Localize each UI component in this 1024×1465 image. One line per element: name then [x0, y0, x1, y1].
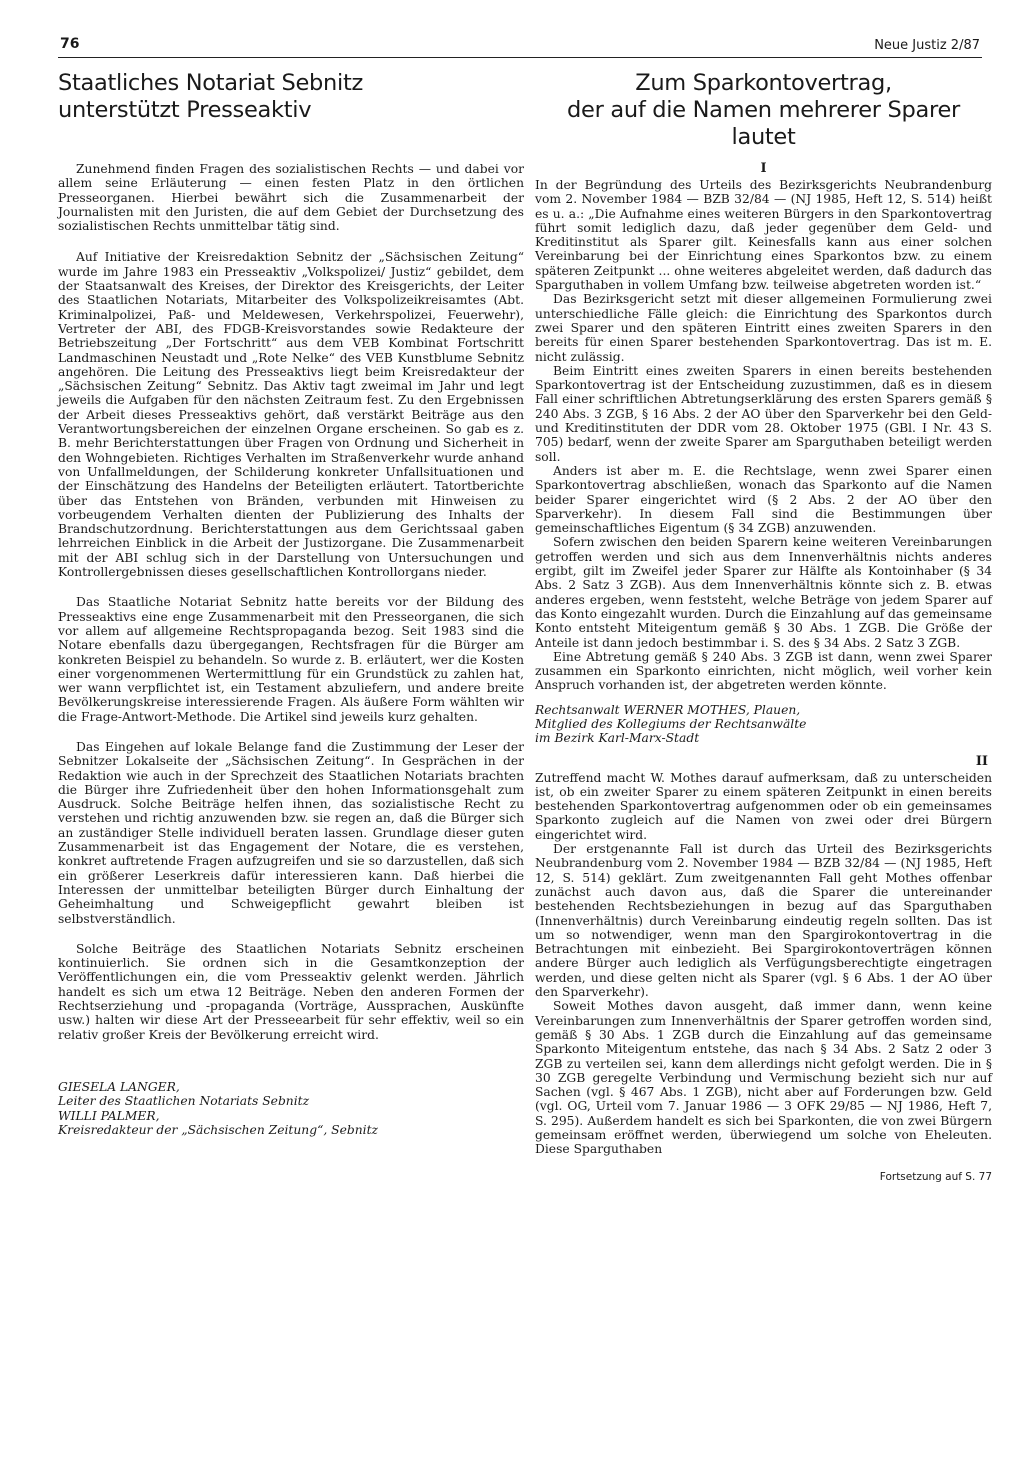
- right-column: [535, 58, 992, 1183]
- right-title-line1: Zum Sparkontovertrag,: [635, 70, 892, 96]
- signature-line: GIESELA LANGER,: [58, 1079, 180, 1094]
- signature-line: im Bezirk Karl-Marx-Stadt: [535, 731, 700, 746]
- right-article-title: [535, 70, 992, 151]
- right-paragraph: Eine Abtretung gemäß § 240 Abs. 3 ZGB ist dann, wenn zwei Sparer zusammen ein Sparkonto einrichten, nicht möglich, weil vorher kein Anspruch vorhanden ist, der abgetreten werden könnte.: [535, 649, 992, 693]
- signature-line: WILLI PALMER,: [58, 1108, 160, 1123]
- right-paragraph: In der Begründung des Urteils des Bezirksgerichts Neubrandenburg vom 2. November 1984 — BZB 32/84 — (NJ 1985, Heft 12, S. 514) heißt es u. a.: „Die Aufnahme eines weiteren Bürgers in den Sparkontovertrag führt somit lediglich dazu, daß jeder gegenüber dem Geld- und Kreditinstitut als Sparer gilt. Keinesfalls kann aus einer solchen Vereinbarung bei der Einrichtung eines Sparkontos bzw. zu einem späteren Zeitpunkt ... ohne weiteres abgeleitet werden, daß dadurch das Sparguthaben in vollem Umfang bzw. teilweise abgetreten worden ist.“: [535, 178, 992, 293]
- section-label: II: [975, 753, 988, 769]
- right-paragraph: Soweit Mothes davon ausgeht, daß immer dann, wenn keine Vereinbarungen zum Innenverhältnis der Sparer getroffen worden sind, gemäß § 30 Abs. 1 ZGB durch die Einzahlung auf das gemeinsame Sparkonto Miteigentum entstehe, das nach § 34 Abs. 2 Satz 2 oder 3 ZGB zu verteilen sei, kann dem allerdings nicht gefolgt werden. Die in § 30 ZGB geregelte Verbindung und Vermischung bezieht sich nur auf Sachen (vgl. § 467 Abs. 1 ZGB), nicht aber auf Forderungen bzw. Geld (vgl. OG, Urteil vom 7. Januar 1986 — 3 OFK 29/85 — NJ 1986, Heft 7, S. 295). Außerdem handelt es sich bei Sparkonten, die von zwei Bürgern gemeinsam eröffnet werden, überwiegend um solche von Eheleuten. Diese Sparguthaben: [535, 999, 992, 1157]
- left-paragraph: Das Eingehen auf lokale Belange fand die Zustimmung der Leser der Sebnitzer Lokalseite der „Sächsischen Zeitung“. In Gesprächen in der Redaktion wie auch in der Sprechzeit des Staatlichen Notariats brachten die Bürger ihre Zufriedenheit über den hohen Informationsgehalt zum Ausdruck. Solche Beiträge helfen ihnen, das sozialistische Recht zu verstehen und richtig anzuwenden bzw. sie regen an, daß die Bürger sich an zuständiger Stelle individuell beraten lassen. Grundlage dieser guten Zusammenarbeit ist das Engagement der Notare, die es verstehen, konkret auftretende Fragen aufzugreifen und sie so darzustellen, daß sich ein größerer Leserkreis dafür interessieren kann. Daß hierbei die Interessen der unmittelbar beteiligten Bürger durch Einhaltung der Geheimhaltung und Schweigepflicht gewahrt bleiben ist selbstverständlich.: [58, 739, 524, 926]
- left-paragraph: Zunehmend finden Fragen des sozialistischen Rechts — und dabei vor allem seine Erläuterung — einen festen Platz in den örtlichen Presseorganen. Hierbei bewährt sich die Zusammenarbeit der Journalisten mit den Juristen, die auf dem Gebiet der Durchsetzung des sozialistischen Rechts unmittelbar tätig sind.: [58, 162, 524, 234]
- continuation-note: Fortsetzung auf S. 77: [879, 1170, 992, 1183]
- left-title-line1: Staatliches Notariat Sebnitz: [58, 70, 363, 96]
- right-paragraph: Das Bezirksgericht setzt mit dieser allgemeinen Formulierung zwei unterschiedliche Fälle gleich: die Einrichtung des Sparkontos durch zwei Sparer und den späteren Eintritt eines zweiten Sparers in den bereits für einen Sparer bestehenden Sparkontovertrag. Das ist m. E. nicht zulässig.: [535, 292, 992, 364]
- page-number: 76: [60, 36, 80, 52]
- right-title-line2: der auf die Namen mehrerer Sparer lautet: [567, 97, 960, 150]
- signature-line: Leiter des Staatlichen Notariats Sebnitz: [58, 1094, 310, 1109]
- left-column: [58, 58, 524, 1137]
- left-title-line2: unterstützt Presseaktiv: [58, 97, 312, 123]
- left-article-title: [58, 70, 524, 124]
- right-paragraph: Zutreffend macht W. Mothes darauf aufmerksam, daß zu unterscheiden ist, ob ein zweiter Sparer zu einem späteren Zeitpunkt in einen bereits bestehenden Sparkontovertrag aufgenommen oder ob ein gemeinsames Sparkonto zugleich auf die Namen von zwei oder drei Bürgern eingerichtet wird.: [535, 770, 992, 842]
- right-paragraph: Anders ist aber m. E. die Rechtslage, wenn zwei Sparer einen Sparkontovertrag abschließen, wonach das Sparkonto auf die Namen beider Sparer eingerichtet wird (§ 2 Abs. 2 der AO über den Sparverkehr). In diesem Fall sind die Bestimmungen über gemeinschaftliches Eigentum (§ 34 ZGB) anzuwenden.: [535, 463, 992, 536]
- left-paragraph: Solche Beiträge des Staatlichen Notariats Sebnitz erscheinen kontinuierlich. Sie ordnen sich in die Gesamtkonzeption der Veröffentlichungen ein, die vom Presseaktiv gelenkt werden. Jährlich handelt es sich um etwa 12 Beiträge. Neben den anderen Formen der Rechtserziehung und -propaganda (Vorträge, Aussprachen, Auskünfte usw.) halten wir diese Art der Presseearbeit für sehr effektiv, weil so ein relativ großer Kreis der Bevölkerung erreicht wird.: [58, 941, 524, 1042]
- journal-name: Neue Justiz 2/87: [874, 38, 980, 53]
- signature-line: Mitglied des Kollegiums der Rechtsanwälte: [535, 716, 807, 731]
- left-paragraph: Das Staatliche Notariat Sebnitz hatte bereits vor der Bildung des Presseaktivs eine enge Zusammenarbeit mit den Presseorganen, die sich vor allem auf allgemeine Rechtspropaganda bezog. Seit 1983 sind die Notare ebenfalls dazu übergegangen, Rechtsfragen für die Bürger am konkreten Beispiel zu behandeln. So wurde z. B. erläutert, wer die Kosten einer vorgenommenen Wertermittlung für ein Grundstück zu zahlen hat, wer wann verpflichtet ist, ein Testament abzuliefern, und andere breite Bevölkerungskreise interessierende Fragen. Als äußere Form wählten wir die Frage-Antwort-Methode. Die Artikel sind jeweils kurz gehalten.: [58, 595, 524, 724]
- signature-line: Rechtsanwalt WERNER MOTHES, Plauen,: [535, 702, 801, 717]
- right-paragraph: Sofern zwischen den beiden Sparern keine weiteren Vereinbarungen getroffen werden und sich aus dem Innenverhältnis nichts anderes ergibt, gilt im Zweifel jeder Sparer zur Hälfte als Kontoinhaber (§ 34 Abs. 2 Satz 3 ZGB). Aus dem Innenverhältnis könnte sich z. B. etwas anderes ergeben, wenn feststeht, welche Beträge von jedem Sparer auf das Konto eingezahlt wurden. Durch die Einzahlung auf das gemeinsame Konto entsteht Miteigentum gemäß § 30 Abs. 1 ZGB. Die Größe der Anteile ist dann jedoch bestimmbar i. S. des § 34 Abs. 2 Satz 3 ZGB.: [535, 535, 992, 650]
- section-label: I: [760, 161, 767, 176]
- left-paragraph: Auf Initiative der Kreisredaktion Sebnitz der „Sächsischen Zeitung“ wurde im Jahre 1983 ein Presseaktiv „Volkspolizei/ Justiz“ gebildet, dem der Staatsanwalt des Kreises, der Direktor des Kreisgerichts, der Leiter des Staatlichen Notariats, Mitarbeiter des Volkspolizeikreisamtes (Abt. Kriminalpolizei, Paß- und Meldewesen, Verkehrspolizei, Feuerwehr), Vertreter der ABI, des FDGB-Kreisvorstandes sowie Redakteure der Betriebszeitung „Der Fortschritt“ aus dem VEB Kombinat Fortschritt Landmaschinen Neustadt und „Rote Nelke“ des VEB Kunstblume Sebnitz angehören. Die Leitung des Presseaktivs liegt beim Kreisredakteur der „Sächsischen Zeitung“ Sebnitz. Das Aktiv tagt zweimal im Jahr und legt jeweils die Aufgaben für den nächsten Zeitraum fest. Zu den Ergebnissen der Arbeit dieses Presseaktivs gehört, daß verstärkt Beiträge aus den Verantwortungsbereichen der einzelnen Organe erscheinen. So gab es z. B. mehr Berichterstattungen über Fragen von Ordnung und Sicherheit in den Wohngebieten. Richtiges Verhalten im Straßenverkehr wurde anhand von Unfallmeldungen, der Schilderung konkreter Unfallsituationen und der Einschätzung des Handelns der Beteiligten erläutert. Tatortberichte über das Entstehen von Bränden, verbunden mit Hinweisen zu vorbeugendem Verhalten dienten der Publizierung des Inhalts der Brandschutzordnung. Berichterstattungen aus dem Gerichtssaal gaben lehrreichen Einblick in die Arbeit der Justizorgane. Die Zusammenarbeit mit der ABI schlug sich in der Darstellung von Untersuchungen und Kontrollergebnissen dieses gesellschaftlichen Kontrollorgans nieder.: [58, 250, 524, 580]
- signature-line: Kreisredakteur der „Sächsischen Zeitung“, Sebnitz: [58, 1122, 379, 1137]
- right-paragraph: Der erstgenannte Fall ist durch das Urteil des Bezirksgerichts Neubrandenburg vom 2. November 1984 — BZB 32/84 — (NJ 1985, Heft 12, S. 514) geklärt. Zum zweitgenannten Fall geht Mothes offenbar zunächst auch davon aus, daß die Sparer die untereinander bestehenden Rechtsbeziehungen in bezug auf das Sparguthaben (Innenverhältnis) durch Vereinbarung eindeutig regeln sollten. Das ist um so notwendiger, wenn man den Spargirokontovertrag in die Betrachtungen mit einbezieht. Bei Spargirokontoverträgen können andere Bürger auch lediglich als Verfügungsberechtigte eingetragen werden, und diese gelten nicht als Sparer (vgl. § 6 Abs. 1 der AO über den Sparverkehr).: [535, 842, 992, 1000]
- right-paragraph: Beim Eintritt eines zweiten Sparers in einen bereits bestehenden Sparkontovertrag ist der Entscheidung zuzustimmen, daß es in diesem Fall einer schriftlichen Abtretungserklärung des ersten Sparers gemäß § 240 Abs. 3 ZGB, § 16 Abs. 2 der AO über den Sparverkehr bei den Geld- und Kreditinstituten der DDR vom 28. Oktober 1975 (GBl. I Nr. 43 S. 705) bedarf, wenn der zweite Sparer am Sparguthaben beteiligt werden soll.: [535, 363, 992, 464]
